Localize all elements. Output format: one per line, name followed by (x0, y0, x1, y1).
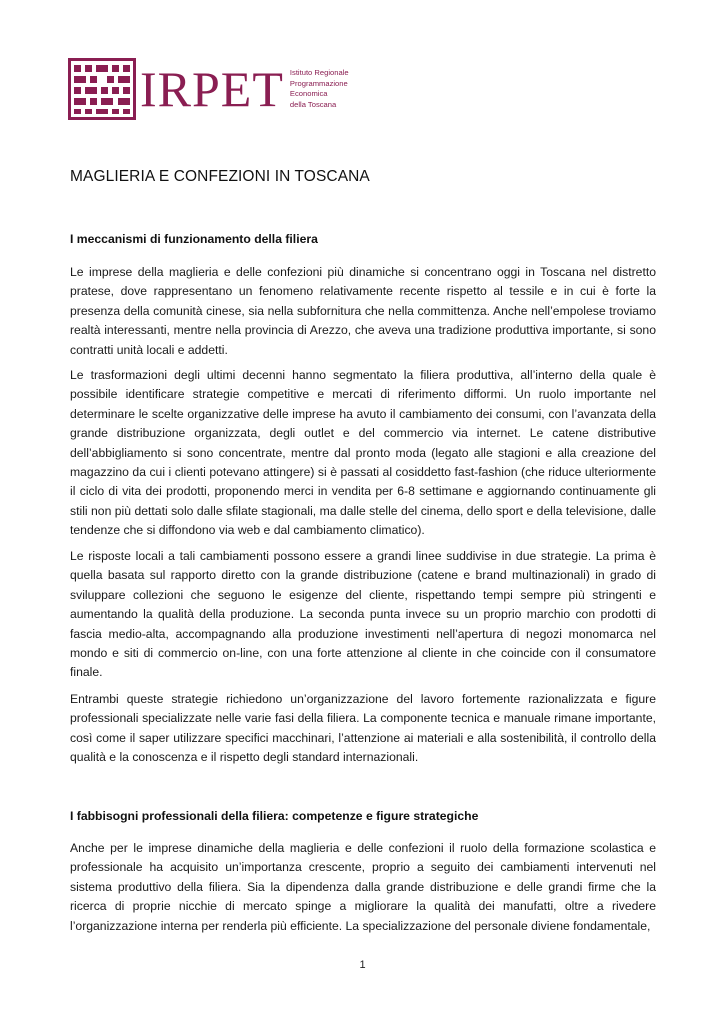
logo-subtitle (290, 68, 349, 110)
paragraph: Le risposte locali a tali cambiamenti possono essere a grandi linee suddivise in due strategie. La prima è quella basata sul rapporto diretto con la grande distribuzione (catene e brand multinazionali) in grado di sviluppare collezioni che seguono le esigenze del cliente, rispettando tempi sempre più stringenti e aumentando la qualità della produzione. La seconda punta invece su un proprio marchio con prodotti di fascia medio-alta, accompagnando alla produzione investimenti nell’apertura di negozi monomarca nel mondo e siti di commercio on-line, con una forte attenzione al cliente in che coincide con il consumatore finale. (70, 549, 656, 680)
document-title: MAGLIERIA E CONFEZIONI IN TOSCANA (70, 168, 370, 185)
paragraph: Anche per le imprese dinamiche della maglieria e delle confezioni il ruolo della formazione scolastica e professionale ha acquisito un’importanza crescente, proprio a seguito dei cambiamenti intervenuti nel sistema produttivo della filiera. Sia la dipendenza dalla grande distribuzione e delle grandi firme che la ricerca di proprie nicchie di mercato spinge a migliorare la qualità dei manufatti, oltre a rivedere l’organizzazione interna per renderla più efficiente. La specializzazione del personale diviene fondamentale, (70, 841, 656, 933)
logo-line: Economica (289, 89, 328, 98)
section-heading-mechanisms: I meccanismi di funzionamento della filiera (70, 232, 318, 246)
logo-wordmark: IRPET (140, 61, 284, 117)
irpet-logo (68, 58, 349, 122)
page-number: 1 (359, 959, 366, 971)
logo-line: Programmazione (289, 78, 348, 88)
paragraph: Le trasformazioni degli ultimi decenni hanno segmentato la filiera produttiva, all’interno della quale è possibile identificare strategie competitive e mercati di riferimento difformi. Un ruolo importante nel determinare le scelte organizzative delle imprese ha avuto il cambiamento dei consumi, con l’avanzata della grande distribuzione organizzata, degli outlet e del commercio via internet. Le catene distributive dell’abbigliamento si sono concentrate, mentre dal pronto moda (legato alle stagioni e alla creazione del magazzino da cui i clienti potevano attingere) si è passati al cosiddetto fast-fashion (che riduce ulteriormente il ciclo di vita dei prodotti, proponendo merci in vendita per 6-8 settimane e aggiornando continuamente gli stili non più dettati solo dalle sfilate stagionali, ma dalle stelle del cinema, dello sport e della televisione, dalle tendenze che si diffondono via web e dal cambiamento climatico). (70, 368, 656, 538)
paragraph: Le imprese della maglieria e delle confezioni più dinamiche si concentrano oggi in Toscana nel distretto pratese, dove rappresentano un fenomeno relativamente recente rispetto al tessile e in cui è forte la presenza della comunità cinese, sia nella subfornitura che nella committenza. Anche nell’empolese troviamo realtà interessanti, mentre nella provincia di Arezzo, che aveva una tradizione produttiva importante, si sono contratti unità locali e addetti. (70, 265, 656, 357)
paragraph: Entrambi queste strategie richiedono un’organizzazione del lavoro fortemente razionalizzata e figure professionali specializzate nelle varie fasi della filiera. La componente tecnica e manuale rimane importante, così come il saper utilizzare specifici macchinari, l’attenzione ai materiali e alla sostenibilità, il controllo della qualità e la conoscenza e il rispetto degli standard internazionali. (70, 692, 656, 765)
logo-line: della Toscana (289, 99, 337, 109)
section-heading-professional-needs: I fabbisogni professionali della filiera: competenze e figure strategiche (70, 809, 479, 823)
irpet-emblem-icon (68, 58, 136, 120)
logo-line: Istituto Regionale (289, 68, 349, 77)
